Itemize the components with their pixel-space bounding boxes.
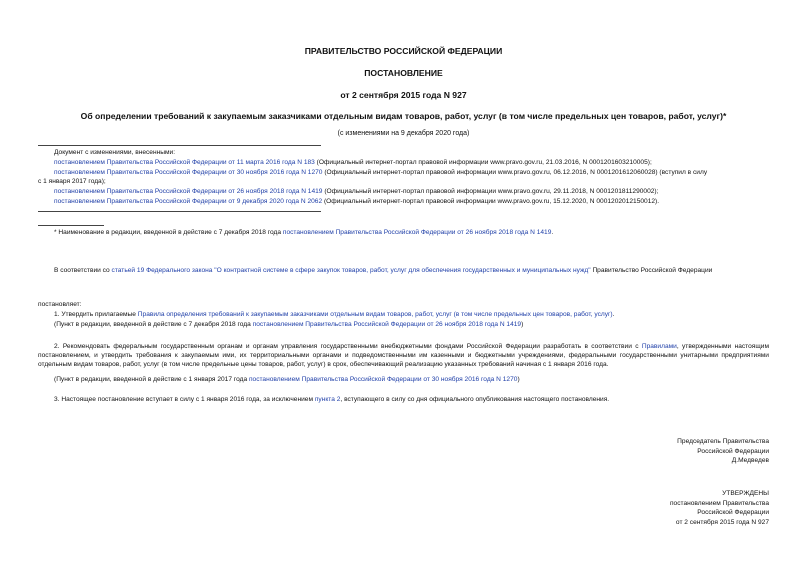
signature-name: Д.Медведев (731, 457, 769, 464)
footnote: * Наименование в редакции, введенной в действие с 7 декабря 2018 года постановлением Правительства Российской Федерации от 26 ноября 2018 года N 1419. (54, 229, 554, 236)
preamble-paragraph: В соответствии со статьей 19 Федерального закона "О контрактной системе в сфере закупок товаров, работ, услуг для обеспечения государственных и муниципальных нужд" Правительство Российской Федерации (54, 267, 713, 274)
approval-block (670, 489, 769, 527)
item-2-ref-link[interactable]: пункта 2 (314, 396, 341, 403)
item-1-note: (Пункт в редакции, введенной в действие с 7 декабря 2018 года постановлением Правительства Российской Федерации от 26 ноября 2018 года N 1419) (54, 321, 524, 328)
resolves-label: постановляет: (38, 301, 82, 308)
approval-line: от 2 сентября 2015 года N 927 (675, 518, 769, 526)
footnote-rule (38, 225, 104, 226)
signature-body: Российской Федерации (697, 447, 769, 455)
approval-heading: УТВЕРЖДЕНЫ (722, 490, 769, 497)
amendment-link[interactable]: постановлением Правительства Российской Федерации от 11 марта 2016 года N 183 (54, 159, 315, 166)
law-article-link[interactable]: статьей 19 Федерального закона "О контрактной системе в сфере закупок товаров, работ, услуг для обеспечения государственных и муниципальных нужд" (111, 267, 591, 274)
footnote-link[interactable]: постановлением Правительства Российской Федерации от 26 ноября 2018 года N 1419 (282, 229, 552, 236)
approval-line: постановлением Правительства (669, 499, 769, 507)
signature-block (677, 437, 769, 466)
item-3: 3. Настоящее постановление вступает в силу с 1 января 2016 года, за исключением пункта 2, вступающего в силу со дня официального опубликования настоящего постановления. (54, 396, 610, 403)
amendment-item: постановлением Правительства Российской Федерации от 9 декабря 2020 года N 2062 (Официальный интернет-портал правовой информации www.pravo.gov.ru, 15.12.2020, N 0001202012150012). (54, 198, 660, 205)
amendments-bottom-rule (38, 211, 321, 212)
item-2-note: (Пункт в редакции, введенной в действие с 1 января 2017 года постановлением Правительства Российской Федерации от 30 ноября 2016 года N 1270) (54, 376, 520, 383)
amendment-item: постановлением Правительства Российской Федерации от 11 марта 2016 года N 183 (Официальный интернет-портал правовой информации www.pravo.gov.ru, 21.03.2016, N 0001201603210005); (54, 159, 652, 166)
item-2-note-link[interactable]: постановлением Правительства Российской Федерации от 30 ноября 2016 года N 1270 (248, 376, 518, 383)
changes-note: (с изменениями на 9 декабря 2020 года) (337, 130, 470, 137)
amendment-item: постановлением Правительства Российской Федерации от 30 ноября 2016 года N 1270 (Официальный интернет-портал правовой информации www.pravo.gov.ru, 06.12.2016, N 0001201612060028) (вступил в силу (54, 169, 708, 176)
item-1-note-link[interactable]: постановлением Правительства Российской Федерации от 26 ноября 2018 года N 1419 (252, 321, 522, 328)
document-date: от 2 сентября 2015 года N 927 (340, 90, 467, 100)
item-2: 2. Рекомендовать федеральным государственным органам и органам управления государственными внебюджетными фондами Российской Федерации разработать в соответствии с Правилами, утвержденными настоящим постановлением, и утвердить требования к закупаемым ими, их территориальными органами и подведомственными им казенными и бюджетными учреждениями, федеральными государственными унитарными предприятиями отдельным видам товаров, работ, услуг (в том числе предельные цены товаров, работ, услуг) в срок, обеспечивающий реализацию указанных требований начиная с 1 января 2016 года. (38, 343, 770, 369)
amendment-link[interactable]: постановлением Правительства Российской Федерации от 26 ноября 2018 года N 1419 (54, 188, 323, 195)
rules-ref-link[interactable]: Правилами (641, 343, 677, 350)
approval-line: Российской Федерации (697, 509, 769, 516)
government-heading: ПРАВИТЕЛЬСТВО РОССИЙСКОЙ ФЕДЕРАЦИИ (304, 46, 503, 56)
amendment-item-continuation: с 1 января 2017 года); (38, 178, 106, 185)
amendment-item: постановлением Правительства Российской Федерации от 26 ноября 2018 года N 1419 (Официальный интернет-портал правовой информации www.pravo.gov.ru, 29.11.2018, N 0001201811290002); (54, 188, 659, 195)
item-1: 1. Утвердить прилагаемые Правила определения требований к закупаемым заказчиками отдельным видам товаров, работ, услуг (в том числе предельных цен товаров, работ, услуг). (54, 311, 615, 318)
amendments-top-rule (38, 145, 321, 146)
rules-link[interactable]: Правила определения требований к закупаемым заказчиками отдельным видам товаров, работ, услуг (в том числе предельных цен товаров, работ, услуг) (137, 311, 613, 318)
signature-position: Председатель Правительства (677, 438, 769, 445)
document-title: Об определении требований к закупаемым заказчиками отдельным видам товаров, работ, услуг (в том числе предельных цен товаров, работ, услуг)* (80, 111, 727, 121)
document-type: ПОСТАНОВЛЕНИЕ (364, 68, 443, 78)
amendments-intro: Документ с изменениями, внесенными: (54, 149, 176, 156)
amendment-link[interactable]: постановлением Правительства Российской Федерации от 30 ноября 2016 года N 1270 (54, 169, 323, 176)
amendment-link[interactable]: постановлением Правительства Российской Федерации от 9 декабря 2020 года N 2062 (54, 198, 323, 205)
